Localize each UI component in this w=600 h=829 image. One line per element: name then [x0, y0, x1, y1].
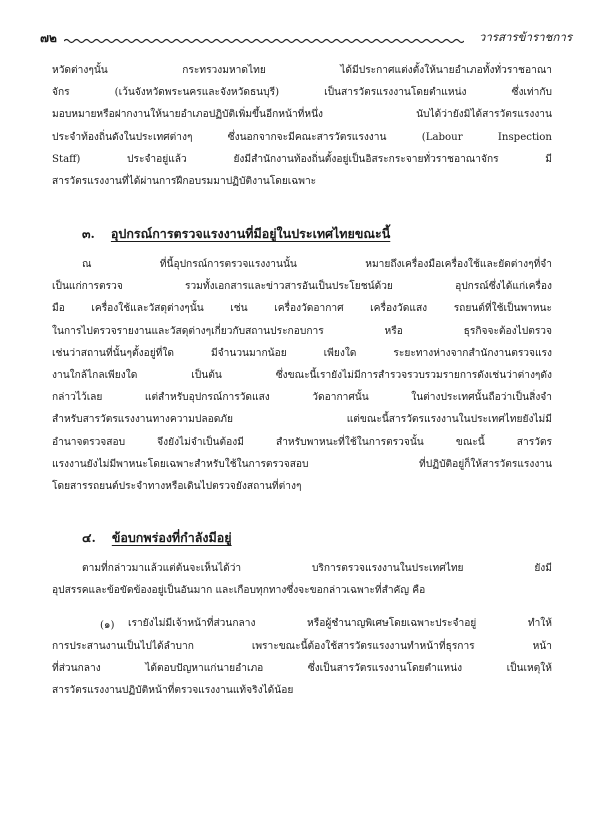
text-line: โดยสารรถยนต์ประจำทางหรือเดินไปตรวจยังสถานที่ต่างๆ	[52, 481, 302, 492]
text-line: กล่าวไว้เลย แต่สำหรับอุปกรณ์การวัดแสง วัดอากาศนั้น ในต่างประเทศนั้นถือว่าเป็นสิ่งจำ	[52, 392, 552, 403]
text-line: อำนาจตรวจสอบ จึงยังไม่จำเป็นต้องมี สำหรับพาหนะที่ใช้ในการตรวจนั้น ขณะนี้ สารวัตร	[52, 437, 552, 448]
section-4-heading	[82, 528, 232, 548]
section-number: ๔.	[82, 530, 96, 545]
text-line: Staff) ประจำอยู่แล้ว ยังมีสำนักงานท้องถิ่นตั้งอยู่เป็นอิสระกระจายทั่วราชอาณาจักร มี	[52, 154, 552, 165]
section-title: อุปกรณ์การตรวจแรงงานที่มีอยู่ในประเทศไทยขณะนี้	[110, 226, 391, 241]
text-line: ที่ส่วนกลาง ได้ตอบปัญหาแก่นายอำเภอ ซึ่งเป็นสารวัตรแรงงานโดยตำแหน่ง เป็นเหตุให้	[52, 663, 552, 674]
running-title: วารสารข้าราชการ	[478, 30, 572, 44]
text-line: จักร (เว้นจังหวัดพระนครและจังหวัดธนบุรี) เป็นสารวัตรแรงงานโดยตำแหน่ง ซึ่งเท่ากับ	[52, 87, 552, 98]
section-number: ๓.	[82, 226, 95, 241]
text-line: มอบหมายหรือฝากงานให้นายอำเภอปฏิบัติเพิ่มขึ้นอีกหน้าที่หนึ่ง นับได้ว่ายังมิได้สารวัตรแรงงาน	[52, 109, 552, 120]
text-line: มือ เครื่องใช้และวัสดุต่างๆนั้น เช่น เครื่องวัดอากาศ เครื่องวัดแสง รถยนต์ที่ใช้เป็นพาหนะ	[52, 303, 552, 314]
text-line: หวัดต่างๆนั้น กระทรวงมหาดไทย ได้มีประกาศแต่งตั้งให้นายอำเภอทั้งทั่วราชอาณา	[52, 65, 552, 76]
list-marker: (๑)	[100, 620, 115, 631]
text-line: ประจำท้องถิ่นดังในประเทศต่างๆ ซึ่งนอกจากจะมีคณะสารวัตรแรงงาน (Labour Inspection	[52, 132, 552, 143]
text-line: อุปสรรคและข้อขัดข้องอยู่เป็นอันมาก และเกือบทุกทางซึ่งจะขอกล่าวเฉพาะที่สำคัญ คือ	[52, 585, 426, 596]
section-3-heading	[82, 224, 390, 244]
text-line: เป็นแก่การตรวจ รวมทั้งเอกสารและข่าวสารอันเป็นประโยชน์ด้วย อุปกรณ์ซึ่งได้แก่เครื่อง	[52, 281, 552, 292]
text-line: ในการไปตรวจรายงานและวัสดุต่างๆเกี่ยวกับสถานประกอบการ หรือ ธุรกิจจะต้องไปตรวจ	[52, 326, 552, 337]
text-line: สารวัตรแรงงานที่ได้ผ่านการฝึกอบรมมาปฏิบัติงานโดยเฉพาะ	[52, 176, 317, 187]
text-line: งานใกล้ไกลเพียงใด เป็นต้น ซึ่งขณะนี้เรายังไม่มีการสำรวจรวบรวมรายการดังเช่นว่าต่างๆดัง	[52, 370, 552, 381]
section-title: ข้อบกพร่องที่กำลังมีอยู่	[111, 530, 232, 545]
text-line: แรงงานยังไม่มีพาหนะโดยเฉพาะสำหรับใช้ในการตรวจสอบ ที่ปฏิบัติอยู่ก็ให้สารวัตรแรงงาน	[52, 459, 552, 470]
text-line: เช่นว่าสถานที่นั้นๆตั้งอยู่ที่ใด มีจำนวนมากน้อย เพียงใด ระยะทางห่างจากสำนักงานตรวจแรง	[52, 348, 552, 359]
text-line: เรายังไม่มีเจ้าหน้าที่ส่วนกลาง หรือผู้ชำนาญพิเศษโดยเฉพาะประจำอยู่ ทำให้	[128, 618, 552, 629]
text-line: ตามที่กล่าวมาแล้วแต่ต้นจะเห็นได้ว่า บริการตรวจแรงงานในประเทศไทย ยังมี	[82, 563, 552, 574]
text-line: ณ ที่นี้อุปกรณ์การตรวจแรงงานนั้น หมายถึงเครื่องมือเครื่องใช้และยัดต่างๆที่จำ	[82, 259, 552, 270]
text-line: สำหรับสารวัตรแรงงานทางความปลอดภัย แต่ขณะนี้สารวัตรแรงงานในประเทศไทยยังไม่มี	[52, 414, 552, 425]
page-number: ๗๒	[40, 31, 57, 45]
text-line: สารวัตรแรงงานปฏิบัติหน้าที่ตรวจแรงงานแท้จริงได้น้อย	[52, 685, 294, 696]
text-line: การประสานงานเป็นไปได้ลำบาก เพราะขณะนี้ต้องใช้สารวัตรแรงงานทำหน้าที่ธุรการ หน้า	[52, 641, 552, 652]
page-header	[40, 29, 572, 49]
decorative-wavy-rule	[64, 38, 464, 44]
